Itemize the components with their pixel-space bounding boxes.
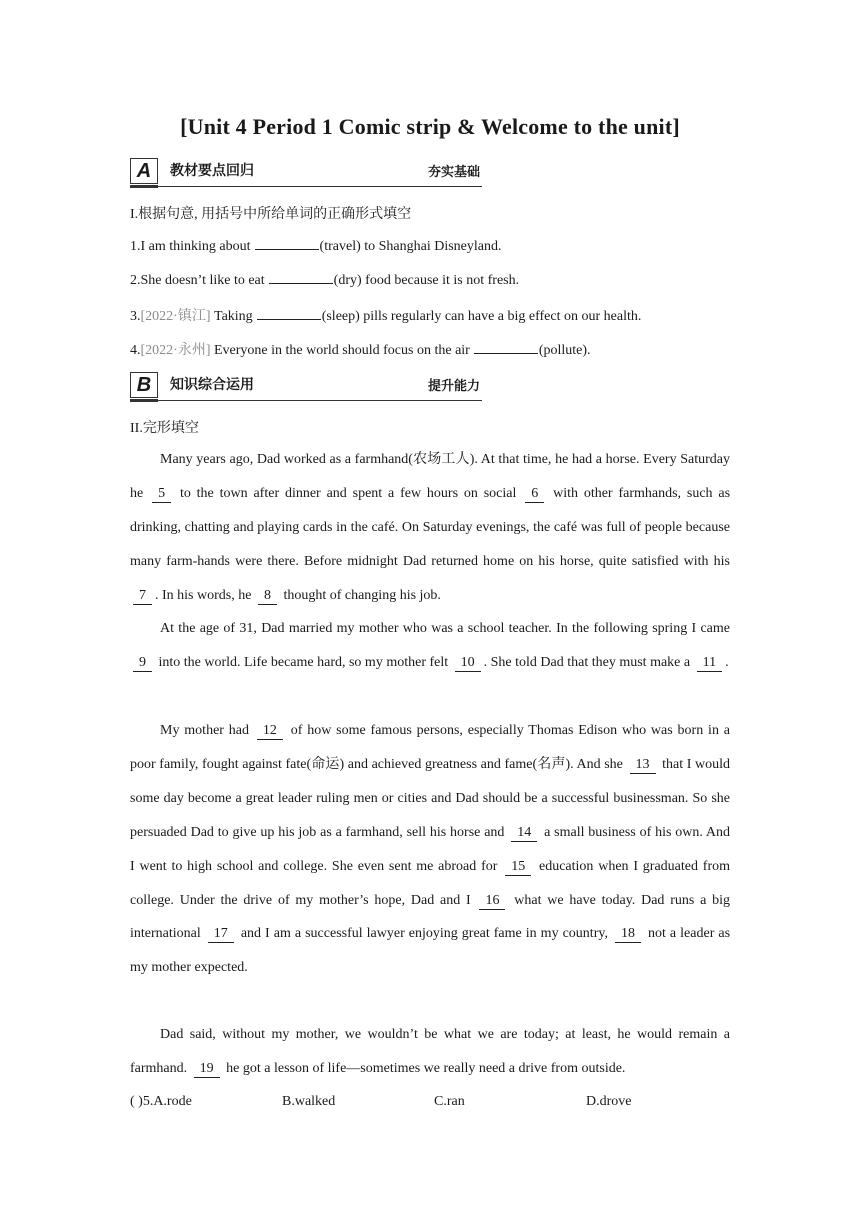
cloze-blank-9: 9 bbox=[133, 655, 152, 672]
part-i-heading: I.根据句意, 用括号中所给单词的正确形式填空 bbox=[130, 207, 412, 222]
section-b-name: 知识综合运用 bbox=[170, 377, 254, 393]
answer-blank-4[interactable] bbox=[474, 341, 538, 354]
question-4: 4.[2022·永州] Everyone in the world should focus on the air (pollute). bbox=[130, 343, 591, 358]
cloze-blank-16: 16 bbox=[479, 893, 505, 910]
answer-blank-3[interactable] bbox=[257, 307, 321, 320]
section-a-name: 教材要点回归 bbox=[170, 163, 254, 179]
page-title: [Unit 4 Period 1 Comic strip & Welcome to the unit] bbox=[180, 114, 680, 139]
question-3: 3.[2022·镇江] Taking (sleep) pills regularly can have a big effect on our health. bbox=[130, 309, 642, 324]
cloze-paragraph-2: At the age of 31, Dad married my mother who was a school teacher. In the following spring I came 9 into the world. Life became hard, so my mother felt 10 . She told Dad that they must make a 11 . bbox=[130, 612, 730, 680]
question-5-option-c: C.ran bbox=[434, 1094, 465, 1109]
question-5-option-b: B.walked bbox=[282, 1094, 336, 1109]
cloze-blank-10: 10 bbox=[455, 655, 481, 672]
cloze-paragraph-1: Many years ago, Dad worked as a farmhand(农场工人). At that time, he had a horse. Every Saturday he 5 to the town after dinner and spent a few hours on social 6 with other farmhands, such as drinking, chatting and playing cards in the café. On Saturday evenings, the café was full of people because many farm-hands were there. Before midnight Dad returned home on his horse, quite satisfied with his 7 . In his words, he 8 thought of changing his job. bbox=[130, 452, 731, 603]
cloze-paragraph-3: My mother had 12 of how some famous persons, especially Thomas Edison who was born in a poor family, fought against fate(命运) and achieved greatness and fame(名声). And she 13 that I would some day become a great leader ruling men or cities and Dad should be a successful businessman. So she persuaded Dad to give up his job as a farmhand, sell his horse and 14 a small business of his own. And I went to high school and college. She even sent me abroad for 15 education when I graduated from college. Under the drive of my mother’s hope, Dad and I 16 what we have today. Dad runs a big international 17 and I am a successful lawyer enjoying great fame in my country, 18 not a leader as my mother expected. bbox=[130, 723, 731, 976]
cloze-blank-14: 14 bbox=[511, 825, 537, 842]
cloze-blank-11: 11 bbox=[697, 655, 722, 672]
cloze-blank-12: 12 bbox=[257, 723, 283, 740]
question-4-source: [2022·永州] bbox=[140, 343, 211, 358]
cloze-paragraph-4: Dad said, without my mother, we wouldn’t be what we are today; at least, he would remain a farmhand. 19 he got a lesson of life—sometimes we really need a drive from outside. bbox=[130, 1027, 730, 1076]
question-5-option-d: D.drove bbox=[586, 1094, 632, 1109]
cloze-blank-17: 17 bbox=[208, 926, 234, 943]
cloze-blank-15: 15 bbox=[505, 859, 531, 876]
question-1: 1.I am thinking about (travel) to Shanghai Disneyland. bbox=[130, 239, 502, 254]
section-b-tag: 提升能力 bbox=[427, 379, 480, 394]
answer-blank-1[interactable] bbox=[255, 237, 319, 250]
section-a-letter: A bbox=[130, 158, 158, 184]
cloze-blank-5: 5 bbox=[152, 486, 171, 503]
question-2: 2.She doesn’t like to eat (dry) food because it is not fresh. bbox=[130, 273, 520, 288]
cloze-blank-13: 13 bbox=[630, 757, 656, 774]
section-b-letter: B bbox=[130, 372, 158, 398]
cloze-blank-18: 18 bbox=[615, 926, 641, 943]
question-3-source: [2022·镇江] bbox=[140, 309, 211, 324]
cloze-blank-6: 6 bbox=[525, 486, 544, 503]
question-5-stem: ( )5.A.rode bbox=[130, 1094, 192, 1109]
cloze-blank-19: 19 bbox=[194, 1061, 220, 1078]
cloze-blank-7: 7 bbox=[133, 588, 152, 605]
cloze-blank-8: 8 bbox=[258, 588, 277, 605]
answer-blank-2[interactable] bbox=[269, 271, 333, 284]
section-a-tag: 夯实基础 bbox=[427, 165, 480, 180]
section-b-banner bbox=[130, 370, 482, 401]
section-a-banner bbox=[130, 156, 482, 187]
part-ii-heading: II.完形填空 bbox=[130, 421, 199, 436]
